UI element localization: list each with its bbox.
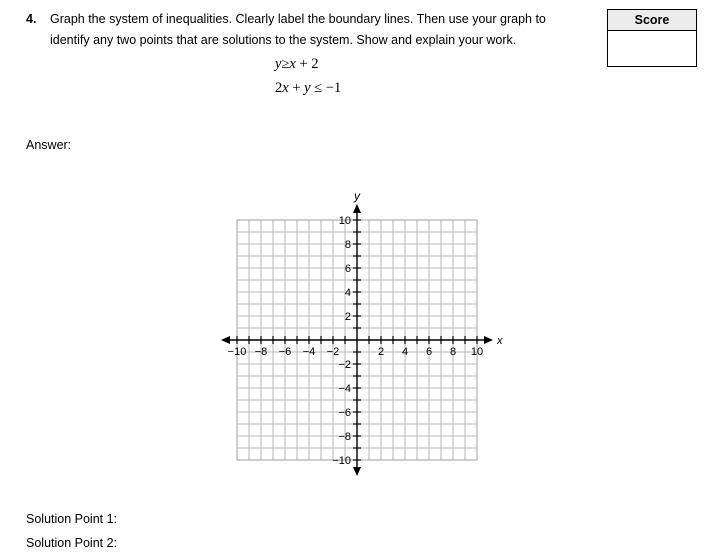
question-prompt-line-1: Graph the system of inequalities. Clearly label the boundary lines. Then use your graph to [50,12,546,26]
tick-labels [228,215,483,467]
x-tick-label: −2 [326,346,340,358]
question-prompt-line-2: identify any two points that are solutions to the system. Show and explain your work. [50,33,517,47]
score-entry[interactable] [608,31,696,67]
x-tick-label: 6 [425,346,433,358]
x-tick-label: 10 [470,346,484,358]
x-tick-label: 8 [449,346,457,358]
y-tick-label: 10 [338,215,351,227]
inequality-2-operator: ≤ [310,80,326,96]
y-tick-label: −10 [332,455,351,467]
y-axis-down-arrow [353,467,361,476]
inequality-1-operator: ≥ [281,56,290,72]
inequality-2-variable-x: x [282,80,289,96]
x-tick-label: −6 [278,346,292,358]
x-tick-label: −10 [227,346,247,358]
x-axis-right-arrow [484,336,493,344]
y-axis-up-arrow [353,204,361,213]
inequality-2-plus: + [288,80,305,96]
score-box [607,9,697,67]
y-tick-label: −8 [338,431,351,443]
solution-point-1-label: Solution Point 1: [26,512,118,526]
y-tick-label: −6 [338,407,351,419]
inequality-2-rhs: −1 [325,80,342,96]
inequality-1-rhs-constant: + 2 [295,56,319,72]
solution-point-2-label: Solution Point 2: [26,536,118,550]
inequality-2 [275,80,341,97]
inequality-1 [275,56,319,73]
inequality-2-variable-y: y [304,80,311,96]
y-tick-label: 8 [344,239,351,251]
x-tick-label: 2 [377,346,385,358]
y-tick-label: −4 [338,383,351,395]
inequality-1-lhs: y [275,56,282,72]
question-number: 4. [26,12,37,26]
x-tick-label: −4 [302,346,316,358]
y-tick-label: 6 [344,263,351,275]
coordinate-grid[interactable] [210,182,520,482]
y-axis-label: y [354,189,360,203]
y-tick-label: 2 [344,311,351,323]
y-tick-label: −2 [338,359,351,371]
x-axis-label: x [497,335,503,347]
inequality-1-rhs-variable: x [289,56,296,72]
x-axis-left-arrow [221,336,230,344]
x-tick-label: 4 [401,346,409,358]
score-header: Score [608,10,696,31]
answer-label: Answer: [26,138,72,152]
axes [221,204,493,476]
x-tick-label: −8 [254,346,268,358]
inequality-2-coefficient: 2 [275,80,283,96]
y-tick-label: 4 [344,287,351,299]
